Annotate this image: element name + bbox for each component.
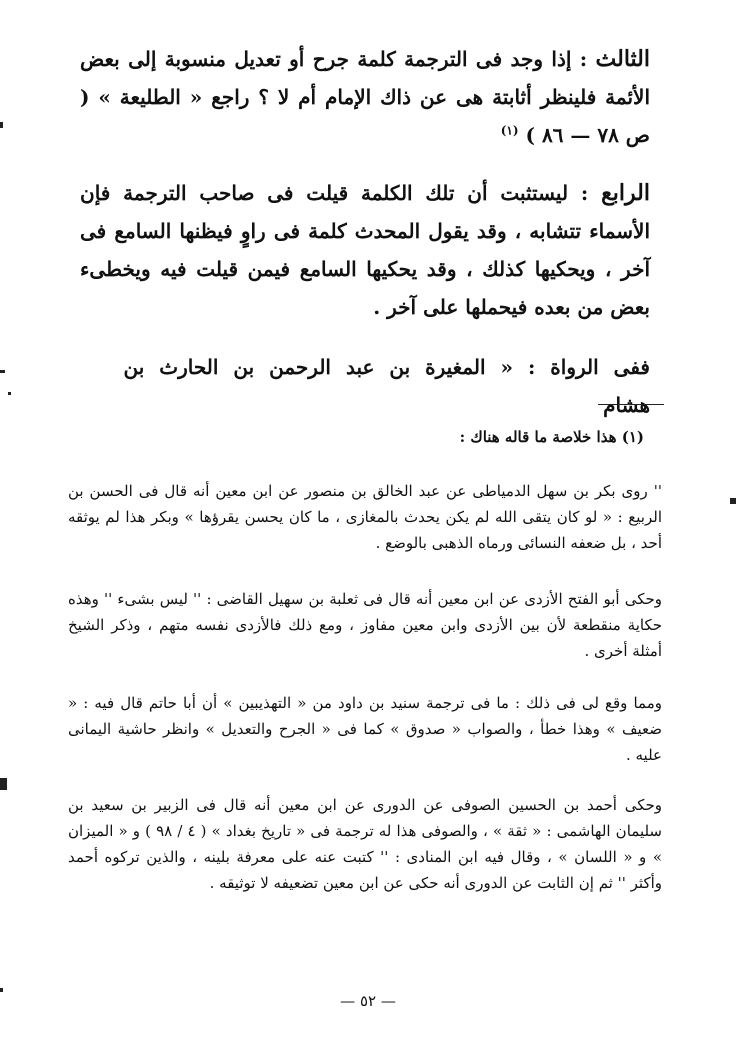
paragraph-fourth bbox=[80, 174, 650, 326]
paragraph-lead-word: الرابع bbox=[601, 180, 650, 206]
footnote-text: وحكى أبو الفتح الأزدى عن ابن معين أنه قال فى ثعلبة بن سهيل القاضى : '' ليس بشىء '' وهذه حكاية منقطعة لأن بين الأزدى وابن معين مفاوز ، ومع ذلك فالأزدى نفسه متهم ، وذكر الشيخ أمثلة أخرى . bbox=[68, 590, 662, 660]
footnote-text: ومما وقع لى فى ذلك : ما فى ترجمة سنيد بن داود من « التهذيبين » أن أبا حاتم قال فيه : « ضعيف » وهذا خطأ ، والصواب « صدوق » كما فى « الجرح والتعديل » وانظر حاشية اليمانى عليه . bbox=[68, 694, 662, 764]
scan-edge-mark bbox=[730, 498, 736, 504]
footnote-paragraph bbox=[68, 478, 662, 556]
footnote-text: '' روى بكر بن سهل الدمياطى عن عبد الخالق بن منصور عن ابن معين أنه قال فى الحسن بن الربيع : « لو كان يتقى الله لم يكن يحدث بالمغازى ، ما كان يحسن يقرؤها » وبكر هذا لم يوثقه أحد ، بل ضعفه النسائى ورماه الذهبى بالوضع . bbox=[68, 482, 662, 552]
footnote-heading: (١) هذا خلاصة ما قاله هناك : bbox=[459, 428, 644, 446]
scan-edge-mark bbox=[0, 370, 5, 373]
footnote-paragraph bbox=[68, 690, 662, 768]
paragraph-third bbox=[80, 40, 650, 154]
scan-edge-mark bbox=[0, 122, 3, 128]
footnote-reference[interactable]: (١) bbox=[500, 123, 519, 138]
paragraph-text: ففى الرواة : « المغيرة بن عبد الرحمن بن الحارث بن هشام bbox=[123, 355, 650, 417]
scan-edge-mark bbox=[0, 778, 7, 790]
paragraph-text: : ليستثبت أن تلك الكلمة قيلت فى صاحب الترجمة فإن الأسماء تتشابه ، وقد يقول المحدث كلمة فى راوٍ فيظنها السامع فى آخر ، ويحكيها كذلك ، وقد يحكيها السامع فيمن قيلت فيه ويخطىء بعض من بعده فيحملها على آخر . bbox=[80, 181, 650, 319]
footnote-text: وحكى أحمد بن الحسين الصوفى عن الدورى عن ابن معين أنه قال فى الزبير بن سعيد بن سليمان الهاشمى : « ثقة » ، والصوفى هذا له ترجمة فى « تاريخ بغداد » ( ٤ / ٩٨ ) و « الميزان » و « اللسان » ، وقال فيه ابن المنادى : '' كتبت عنه على معرفة بلينه ، والذين تركوه أحمد وأكثر '' ثم إن الثابت عن الدورى أنه حكى عن ابن معين تضعيفه لا توثيقه . bbox=[68, 796, 663, 892]
scan-edge-mark bbox=[8, 392, 11, 395]
footnote-paragraph bbox=[68, 586, 662, 664]
paragraph-fifth bbox=[80, 348, 650, 424]
footnote-paragraph bbox=[68, 792, 662, 896]
paragraph-lead-word: الثالث bbox=[595, 46, 650, 72]
paragraph-text: : إذا وجد فى الترجمة كلمة جرح أو تعديل منسوبة إلى بعض الأئمة فلينظر أثابتة هى عن ذاك الإمام أم لا ؟ راجع « الطليعة » ( ص ٧٨ — ٨٦ ) bbox=[80, 47, 650, 147]
footnote-divider bbox=[598, 404, 664, 405]
page-number: — ٥٢ — bbox=[340, 992, 396, 1010]
